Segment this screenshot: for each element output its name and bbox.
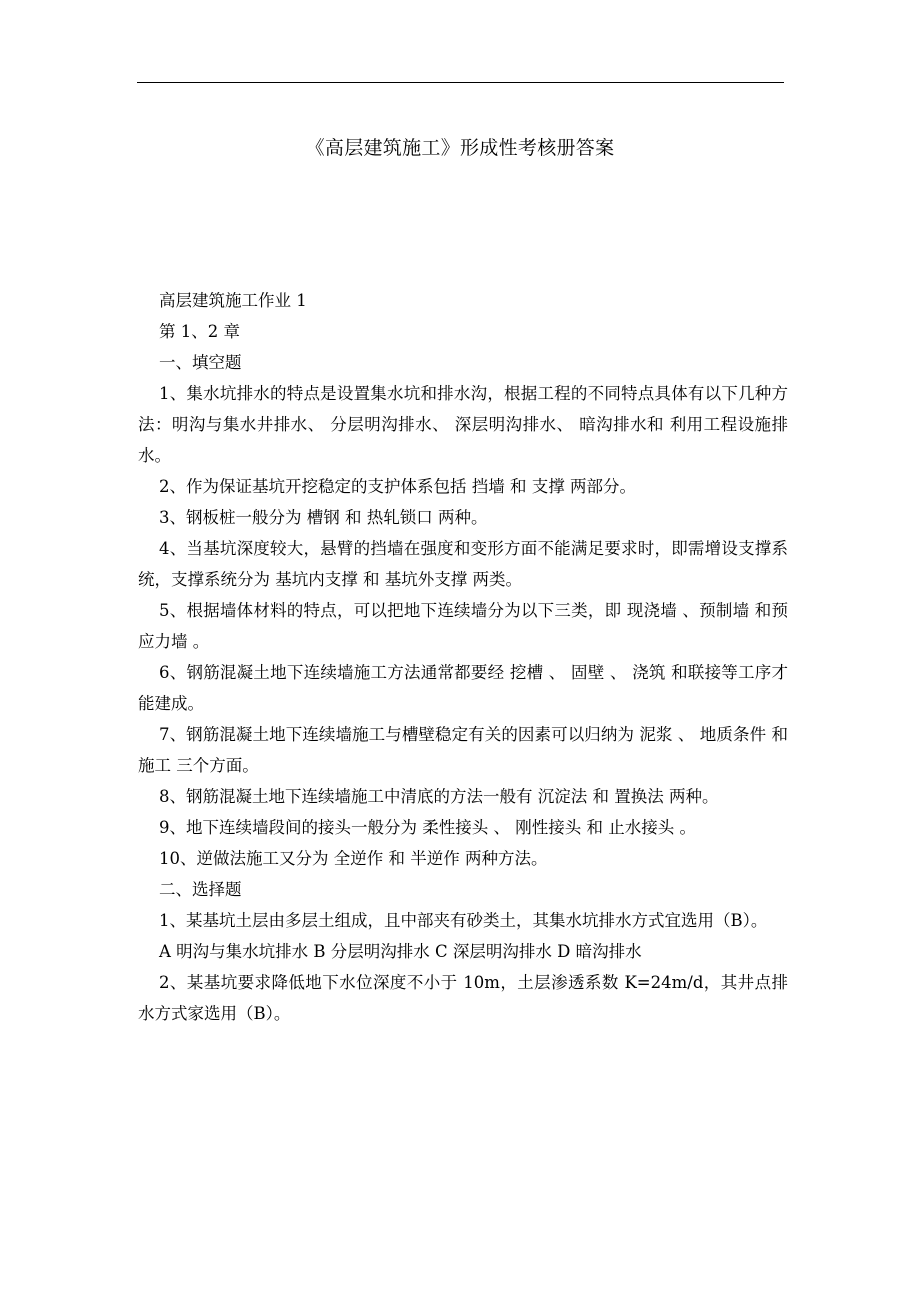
paragraph-question-10: 10、逆做法施工又分为 全逆作 和 半逆作 两种方法。	[159, 849, 548, 868]
document-title: 《高层建筑施工》形成性考核册答案	[305, 137, 615, 159]
paragraph-choice-question-2: 2、某基坑要求降低地下水位深度不小于 10m，土层渗透系数 K=24m/d，其井点排水方式家选用（B）。	[138, 973, 788, 1023]
paragraph-question-7: 7、钢筋混凝土地下连续墙施工与槽壁稳定有关的因素可以归纳为 泥浆 、 地质条件 和施工 三个方面。	[138, 725, 788, 775]
paragraph-question-2: 2、作为保证基坑开挖稳定的支护体系包括 挡墙 和 支撑 两部分。	[159, 477, 636, 496]
paragraph-question-1: 1、集水坑排水的特点是设置集水坑和排水沟，根据工程的不同特点具体有以下几种方法：明沟与集水井排水、 分层明沟排水、 深层明沟排水、 暗沟排水和 利用工程设施排水。	[138, 384, 788, 465]
paragraph-question-4: 4、当基坑深度较大，悬臂的挡墙在强度和变形方面不能满足要求时，即需增设支撑系统，支撑系统分为 基坑内支撑 和 基坑外支撑 两类。	[138, 539, 788, 589]
paragraph-question-5: 5、根据墙体材料的特点，可以把地下连续墙分为以下三类，即 现浇墙 、预制墙 和预应力墙 。	[138, 601, 788, 651]
paragraph-assignment-heading: 高层建筑施工作业 1	[159, 291, 307, 310]
paragraph-chapter-heading: 第 1、2 章	[159, 322, 240, 341]
paragraph-question-8: 8、钢筋混凝土地下连续墙施工中清底的方法一般有 沉淀法 和 置换法 两种。	[159, 787, 719, 806]
header-rule	[137, 82, 784, 83]
paragraph-section-multiple-choice: 二、选择题	[159, 880, 242, 899]
paragraph-question-6: 6、钢筋混凝土地下连续墙施工方法通常都要经 挖槽 、 固壁 、 浇筑 和联接等工序才能建成。	[138, 663, 788, 713]
document-body	[138, 285, 788, 1029]
paragraph-question-9: 9、地下连续墙段间的接头一般分为 柔性接头 、 刚性接头 和 止水接头 。	[159, 818, 696, 837]
paragraph-question-3: 3、钢板桩一般分为 槽钢 和 热轧锁口 两种。	[159, 508, 488, 527]
paragraph-section-fill-in: 一、填空题	[159, 353, 242, 372]
paragraph-choice-options-1: A 明沟与集水坑排水 B 分层明沟排水 C 深层明沟排水 D 暗沟排水	[159, 942, 642, 961]
paragraph-choice-question-1: 1、某基坑土层由多层土组成，且中部夹有砂类土，其集水坑排水方式宜选用（B）。	[159, 911, 768, 930]
